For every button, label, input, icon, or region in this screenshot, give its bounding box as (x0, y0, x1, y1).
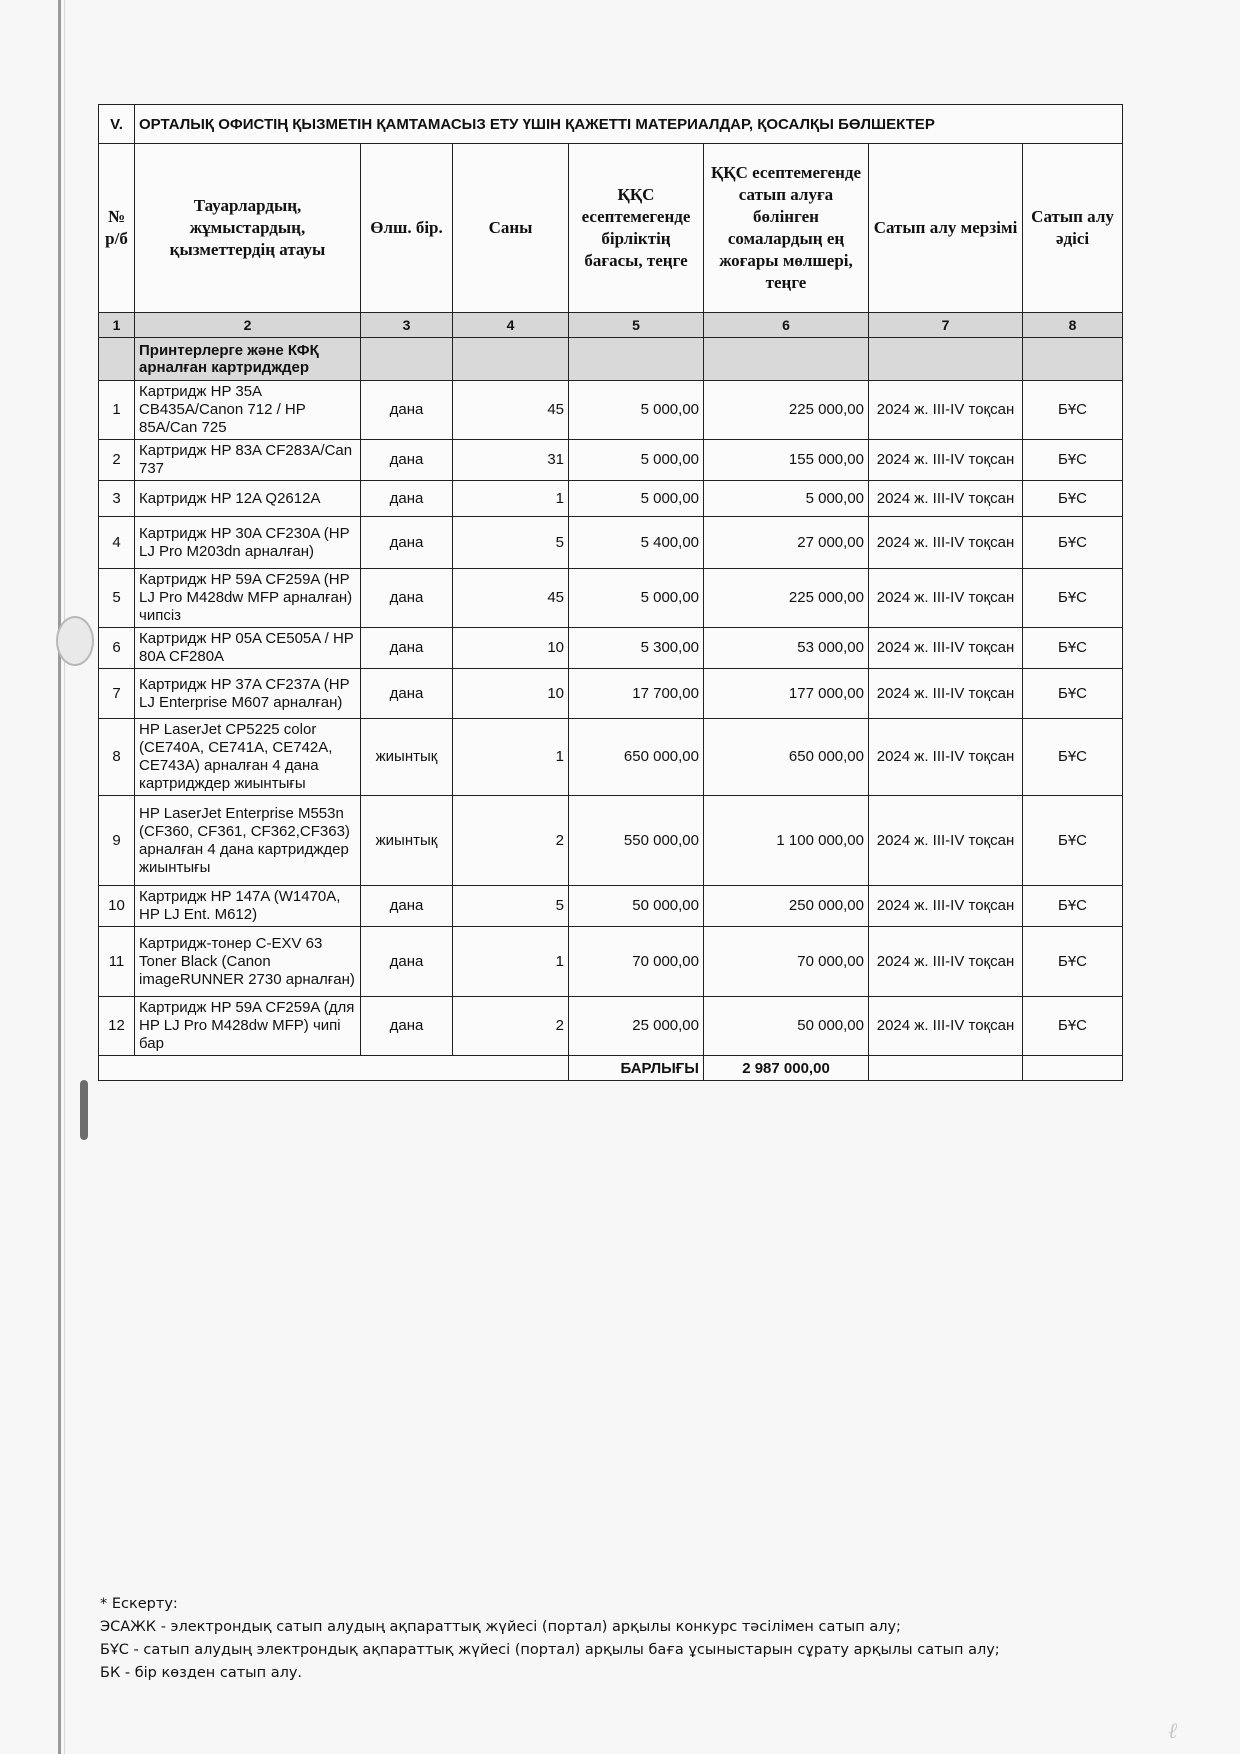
total-blank (869, 1056, 1023, 1081)
quantity: 31 (453, 440, 569, 481)
section-title: ОРТАЛЫҚ ОФИСТІҢ ҚЫЗМЕТІН ҚАМТАМАСЫЗ ЕТУ ҮШІН ҚАЖЕТТІ МАТЕРИАЛДАР, ҚОСАЛҚЫ БӨЛШЕКТЕР (135, 105, 1123, 144)
purchase-period: 2024 ж. III-IV тоқсан (869, 796, 1023, 886)
item-name: Картридж HP 12A Q2612A (135, 481, 361, 517)
footnote (100, 1593, 1100, 1685)
max-amount: 27 000,00 (704, 517, 869, 569)
quantity: 1 (453, 481, 569, 517)
row-number: 3 (99, 481, 135, 517)
max-amount: 1 100 000,00 (704, 796, 869, 886)
unit-of-measure: дана (361, 569, 453, 628)
table-row (99, 997, 1123, 1056)
unit-of-measure: дана (361, 517, 453, 569)
header-unit: Өлш. бір. (361, 144, 453, 313)
page-edge-shadow (64, 0, 65, 1754)
purchase-period: 2024 ж. III-IV тоқсан (869, 481, 1023, 517)
max-amount: 53 000,00 (704, 628, 869, 669)
procurement-table (98, 104, 1123, 1081)
total-row (99, 1056, 1123, 1081)
group-cell-blank (99, 338, 135, 381)
purchase-method: БҰС (1023, 569, 1123, 628)
table-row (99, 669, 1123, 719)
quantity: 5 (453, 886, 569, 927)
total-label: БАРЛЫҒЫ (569, 1056, 704, 1081)
group-cell-blank (1023, 338, 1123, 381)
unit-of-measure: дана (361, 997, 453, 1056)
purchase-period: 2024 ж. III-IV тоқсан (869, 381, 1023, 440)
item-name: Картридж HP 30A CF230A (HP LJ Pro M203dn арналған) (135, 517, 361, 569)
binder-mark (80, 1080, 88, 1140)
quantity: 45 (453, 381, 569, 440)
quantity: 5 (453, 517, 569, 569)
table-row (99, 886, 1123, 927)
max-amount: 225 000,00 (704, 381, 869, 440)
section-row (99, 105, 1123, 144)
footnote-heading: * Ескерту: (100, 1596, 178, 1612)
group-cell-blank (453, 338, 569, 381)
purchase-method: БҰС (1023, 628, 1123, 669)
row-number: 1 (99, 381, 135, 440)
unit-of-measure: дана (361, 481, 453, 517)
total-amount: 2 987 000,00 (704, 1056, 869, 1081)
unit-price: 5 000,00 (569, 381, 704, 440)
header-max-amount: ҚҚС есептемегенде сатып алуға бөлінген сомалардың ең жоғары мөлшері, теңге (704, 144, 869, 313)
total-blank (1023, 1056, 1123, 1081)
table-row (99, 517, 1123, 569)
item-name: HP LaserJet CP5225 color (CE740A, CE741A, CE742A, CE743A) арналған 4 дана картридждер жиынтығы (135, 719, 361, 796)
row-number: 4 (99, 517, 135, 569)
purchase-period: 2024 ж. III-IV тоқсан (869, 569, 1023, 628)
quantity: 2 (453, 796, 569, 886)
unit-of-measure: дана (361, 927, 453, 997)
item-name: Картридж HP 37A CF237A (HP LJ Enterprise M607 арналған) (135, 669, 361, 719)
header-row (99, 144, 1123, 313)
group-cell-blank (361, 338, 453, 381)
purchase-period: 2024 ж. III-IV тоқсан (869, 997, 1023, 1056)
purchase-method: БҰС (1023, 927, 1123, 997)
purchase-period: 2024 ж. III-IV тоқсан (869, 719, 1023, 796)
max-amount: 650 000,00 (704, 719, 869, 796)
max-amount: 250 000,00 (704, 886, 869, 927)
unit-price: 5 000,00 (569, 569, 704, 628)
unit-price: 550 000,00 (569, 796, 704, 886)
purchase-method: БҰС (1023, 886, 1123, 927)
row-number: 6 (99, 628, 135, 669)
purchase-period: 2024 ж. III-IV тоқсан (869, 517, 1023, 569)
max-amount: 50 000,00 (704, 997, 869, 1056)
row-number: 9 (99, 796, 135, 886)
column-index: 6 (704, 313, 869, 338)
purchase-period: 2024 ж. III-IV тоқсан (869, 927, 1023, 997)
max-amount: 155 000,00 (704, 440, 869, 481)
quantity: 1 (453, 927, 569, 997)
unit-price: 650 000,00 (569, 719, 704, 796)
purchase-period: 2024 ж. III-IV тоқсан (869, 628, 1023, 669)
item-name: Картридж HP 83A CF283A/Can 737 (135, 440, 361, 481)
header-unit-price: ҚҚС есептемегенде бірліктің бағасы, теңге (569, 144, 704, 313)
row-number: 7 (99, 669, 135, 719)
quantity: 45 (453, 569, 569, 628)
item-name: HP LaserJet Enterprise M553n (CF360, CF361, CF362,CF363) арналған 4 дана картридждер жиынтығы (135, 796, 361, 886)
handwritten-page-mark: ℓ (1168, 1719, 1178, 1744)
column-index: 5 (569, 313, 704, 338)
quantity: 1 (453, 719, 569, 796)
quantity: 10 (453, 628, 569, 669)
purchase-method: БҰС (1023, 719, 1123, 796)
unit-price: 5 400,00 (569, 517, 704, 569)
unit-price: 25 000,00 (569, 997, 704, 1056)
item-name: Картридж HP 147A (W1470A, HP LJ Ent. M612) (135, 886, 361, 927)
purchase-method: БҰС (1023, 481, 1123, 517)
unit-price: 70 000,00 (569, 927, 704, 997)
unit-of-measure: дана (361, 381, 453, 440)
column-index: 2 (135, 313, 361, 338)
purchase-method: БҰС (1023, 517, 1123, 569)
unit-of-measure: дана (361, 886, 453, 927)
purchase-method: БҰС (1023, 381, 1123, 440)
header-method: Сатып алу әдісі (1023, 144, 1123, 313)
table-row (99, 440, 1123, 481)
unit-of-measure: жиынтық (361, 719, 453, 796)
header-no: № р/б (99, 144, 135, 313)
purchase-method: БҰС (1023, 669, 1123, 719)
page-edge-line (58, 0, 61, 1754)
unit-price: 5 300,00 (569, 628, 704, 669)
column-index: 4 (453, 313, 569, 338)
procurement-table-container (98, 104, 1122, 1081)
header-period: Сатып алу мерзімі (869, 144, 1023, 313)
row-number: 10 (99, 886, 135, 927)
purchase-method: БҰС (1023, 796, 1123, 886)
purchase-period: 2024 ж. III-IV тоқсан (869, 669, 1023, 719)
row-number: 12 (99, 997, 135, 1056)
unit-of-measure: дана (361, 440, 453, 481)
column-index: 7 (869, 313, 1023, 338)
max-amount: 225 000,00 (704, 569, 869, 628)
column-index-row (99, 313, 1123, 338)
table-row (99, 628, 1123, 669)
max-amount: 5 000,00 (704, 481, 869, 517)
unit-price: 5 000,00 (569, 440, 704, 481)
item-name: Картридж HP 59A CF259A (для HP LJ Pro M428dw MFP) чипі бар (135, 997, 361, 1056)
unit-of-measure: жиынтық (361, 796, 453, 886)
quantity: 2 (453, 997, 569, 1056)
footnote-line: БК - бір көзден сатып алу. (100, 1665, 303, 1681)
row-number: 5 (99, 569, 135, 628)
unit-price: 17 700,00 (569, 669, 704, 719)
purchase-method: БҰС (1023, 997, 1123, 1056)
item-name: Картридж HP 35A CB435A/Canon 712 / HP 85A/Can 725 (135, 381, 361, 440)
column-index: 3 (361, 313, 453, 338)
item-name: Картридж HP 59A CF259A (HP LJ Pro M428dw MFP арналған) чипсіз (135, 569, 361, 628)
punch-hole-mark (56, 616, 94, 666)
row-number: 2 (99, 440, 135, 481)
table-row (99, 719, 1123, 796)
total-blank (99, 1056, 569, 1081)
item-name: Картридж-тонер C-EXV 63 Toner Black (Canon imageRUNNER 2730 арналған) (135, 927, 361, 997)
footnote-line: БҰС - сатып алудың электрондық ақпараттық жүйесі (портал) арқылы баға ұсыныстарын сұрату арқылы сатып алу; (100, 1642, 1000, 1658)
column-index: 8 (1023, 313, 1123, 338)
group-cell-blank (869, 338, 1023, 381)
table-row (99, 481, 1123, 517)
item-name: Картридж HP 05A CE505A / HP 80A CF280A (135, 628, 361, 669)
quantity: 10 (453, 669, 569, 719)
group-cell-blank (569, 338, 704, 381)
purchase-method: БҰС (1023, 440, 1123, 481)
column-index: 1 (99, 313, 135, 338)
table-row (99, 381, 1123, 440)
purchase-period: 2024 ж. III-IV тоқсан (869, 886, 1023, 927)
max-amount: 70 000,00 (704, 927, 869, 997)
group-cell-blank (704, 338, 869, 381)
footnote-line: ЭСАЖК - электрондық сатып алудың ақпараттық жүйесі (портал) арқылы конкурс тәсілімен сатып алу; (100, 1619, 901, 1635)
group-row (99, 338, 1123, 381)
table-row (99, 796, 1123, 886)
header-qty: Саны (453, 144, 569, 313)
unit-price: 5 000,00 (569, 481, 704, 517)
unit-of-measure: дана (361, 669, 453, 719)
row-number: 8 (99, 719, 135, 796)
unit-of-measure: дана (361, 628, 453, 669)
unit-price: 50 000,00 (569, 886, 704, 927)
group-title: Принтерлерге және КФҚ арналған картридждер (135, 338, 361, 381)
section-number: V. (99, 105, 135, 144)
row-number: 11 (99, 927, 135, 997)
table-row (99, 927, 1123, 997)
table-row (99, 569, 1123, 628)
header-name: Тауарлардың, жұмыстардың, қызметтердің атауы (135, 144, 361, 313)
purchase-period: 2024 ж. III-IV тоқсан (869, 440, 1023, 481)
max-amount: 177 000,00 (704, 669, 869, 719)
